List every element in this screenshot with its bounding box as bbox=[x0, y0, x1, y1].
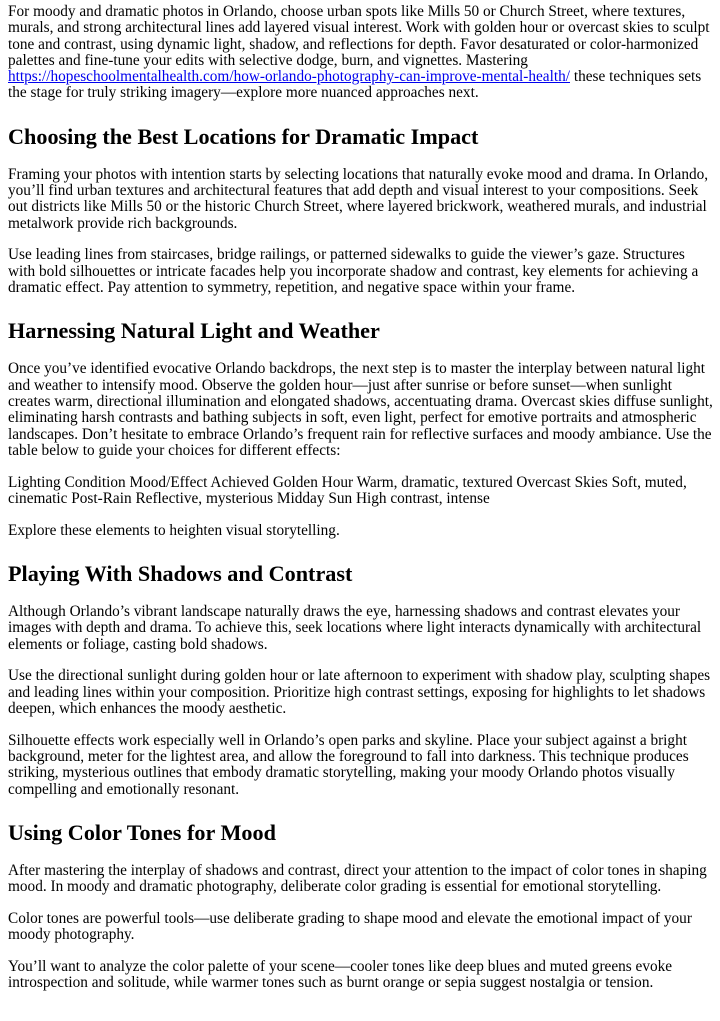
intro-text-after-link: these techniques sets the stage for truly striking imagery—explore more nuanced approaches next. bbox=[8, 68, 702, 102]
section-heading-light-weather: Harnessing Natural Light and Weather bbox=[8, 318, 380, 344]
paragraph: You’ll want to analyze the color palette of your scene—cooler tones like deep blues and muted greens evoke introspection and solitude, while warmer tones such as burnt orange or sepia suggest nostalgia or tension. bbox=[8, 958, 673, 992]
section-heading-locations: Choosing the Best Locations for Dramatic Impact bbox=[8, 123, 479, 149]
section-heading-color-tones: Using Color Tones for Mood bbox=[8, 820, 276, 845]
intro-text-before-link: For moody and dramatic photos in Orlando, choose urban spots like Mills 50 or Church Street, where textures, murals, and strong architectural lines add layered visual interest. Work with golden hour or overcast skies to sculpt tone and contrast, using dynamic light, shadow, and reflections for depth. Favor desaturated or color-harmonized palettes and fine-tune your edits with selective dodge, burn, and vignettes. Mastering bbox=[8, 3, 710, 69]
paragraph: Once you’ve identified evocative Orlando backdrops, the next step is to master the interplay between natural light and weather to intensify mood. Observe the golden hour—just after sunrise or before sunset—when sunlight creates warm, directional illumination and elongated shadows, accentuating drama. Overcast skies diffuse sunlight, eliminating harsh contrasts and bathing subjects in soft, even light, perfect for emotive portraits and atmospheric landscapes. Don’t hesitate to embrace Orlando’s frequent rain for reflective surfaces and moody ambiance. Use the table below to guide your choices for different effects: bbox=[8, 360, 713, 459]
article-link[interactable]: https://hopeschoolmentalhealth.com/how-orlando-photography-can-improve-mental-health/ bbox=[8, 68, 570, 86]
paragraph: Color tones are powerful tools—use deliberate grading to shape mood and elevate the emotional impact of your moody photography. bbox=[8, 910, 692, 944]
paragraph: Explore these elements to heighten visual storytelling. bbox=[8, 521, 340, 539]
lighting-table-text: Lighting Condition Mood/Effect Achieved Golden Hour Warm, dramatic, textured Overcast Skies Soft, muted, cinematic Post-Rain Reflective, mysterious Midday Sun High contrast, intense bbox=[8, 473, 687, 507]
paragraph: Silhouette effects work especially well in Orlando’s open parks and skyline. Place your subject against a bright background, meter for the lightest area, and allow the foreground to fall into darkness. This technique produces striking, mysterious outlines that embody dramatic storytelling, making your moody Orlando photos visually compelling and emotionally resonant. bbox=[8, 731, 689, 798]
paragraph: Use leading lines from staircases, bridge railings, or patterned sidewalks to guide the viewer’s gaze. Structures with bold silhouettes or intricate facades help you incorporate shadow and contrast, key elements for achieving a dramatic effect. Pay attention to symmetry, repetition, and negative space within your frame. bbox=[8, 246, 699, 297]
paragraph: Framing your photos with intention starts by selecting locations that naturally evoke mood and drama. In Orlando, you’ll find urban textures and architectural features that add depth and visual interest to your compositions. Seek out districts like Mills 50 or the historic Church Street, where layered brickwork, weathered murals, and industrial metalwork provide rich backgrounds. bbox=[8, 165, 709, 232]
paragraph: After mastering the interplay of shadows and contrast, direct your attention to the impact of color tones in shaping mood. In moody and dramatic photography, deliberate color grading is essential for emotional storytelling. bbox=[8, 862, 707, 896]
paragraph: Although Orlando’s vibrant landscape naturally draws the eye, harnessing shadows and contrast elevates your images with depth and drama. To achieve this, seek locations where light interacts dynamically with architectural elements or foliage, casting bold shadows. bbox=[8, 603, 702, 653]
article bbox=[0, 4, 713, 992]
paragraph: Use the directional sunlight during golden hour or late afternoon to experiment with shadow play, sculpting shapes and leading lines within your composition. Prioritize high contrast settings, exposing for highlights to let shadows deepen, which enhances the moody aesthetic. bbox=[8, 667, 711, 718]
intro-paragraph bbox=[8, 4, 713, 102]
section-heading-shadows: Playing With Shadows and Contrast bbox=[8, 561, 353, 587]
